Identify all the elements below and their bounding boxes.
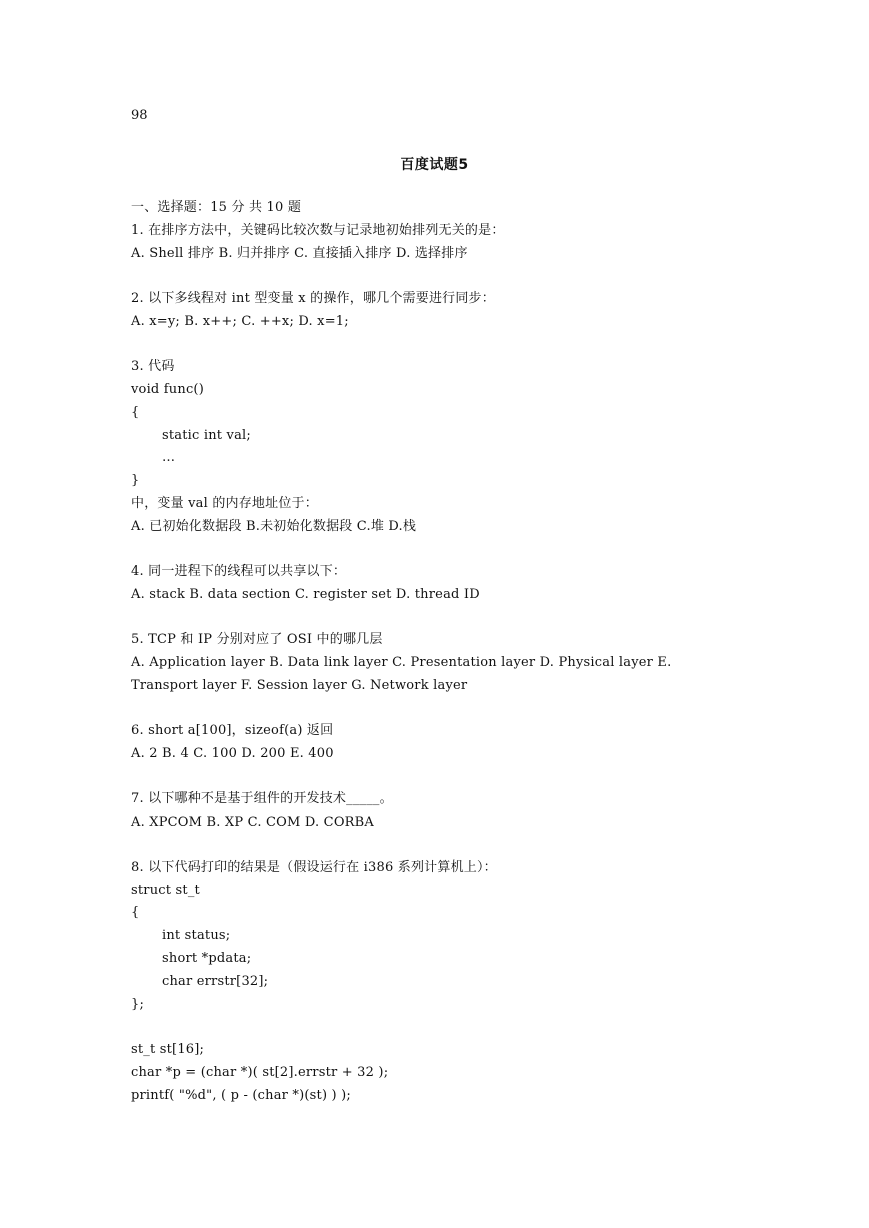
question-3-code-line: } (131, 473, 140, 488)
question-7-stem: 7. 以下哪种不是基于组件的开发技术_____。 (131, 791, 393, 806)
question-1-stem: 1. 在排序方法中，关键码比较次数与记录地初始排列无关的是： (131, 223, 505, 238)
question-8-code-line: printf( "%d", ( p - (char *)(st) ) ); (131, 1088, 352, 1103)
section-header: 一、选择题：15 分 共 10 题 (131, 200, 302, 215)
question-3-code-line: static int val; (162, 428, 251, 443)
question-8-code-line: st_t st[16]; (131, 1042, 205, 1057)
question-8-code-line: struct st_t (131, 883, 200, 898)
question-3-code-line: { (131, 405, 140, 420)
question-6-stem: 6. short a[100]，sizeof(a) 返回 (131, 723, 334, 738)
question-6-options: A. 2 B. 4 C. 100 D. 200 E. 400 (131, 746, 334, 761)
question-2-options: A. x=y; B. x++; C. ++x; D. x=1; (131, 314, 349, 329)
question-7-options: A. XPCOM B. XP C. COM D. CORBA (131, 815, 375, 830)
question-3-options: A. 已初始化数据段 B.未初始化数据段 C.堆 D.栈 (131, 519, 417, 534)
question-8-code-line: char *p = (char *)( st[2].errstr + 32 ); (131, 1065, 389, 1080)
question-4-options: A. stack B. data section C. register set D. thread ID (131, 587, 480, 602)
question-3-stem-continued: 中，变量 val 的内存地址位于： (131, 496, 318, 511)
question-5-stem: 5. TCP 和 IP 分别对应了 OSI 中的哪几层 (131, 632, 383, 647)
question-3-code-line: void func() (131, 382, 204, 397)
question-8-stem: 8. 以下代码打印的结果是（假设运行在 i386 系列计算机上）： (131, 860, 497, 875)
question-8-code-line: { (131, 905, 140, 920)
question-3-code-line: … (162, 450, 176, 465)
question-8-code-line: int status; (162, 928, 231, 943)
page-title: 百度试题5 (400, 157, 469, 173)
page-number: 98 (131, 108, 148, 123)
question-8-code-line: char errstr[32]; (162, 974, 269, 989)
question-1-options: A. Shell 排序 B. 归并排序 C. 直接插入排序 D. 选择排序 (131, 246, 468, 261)
question-5-options-continued: Transport layer F. Session layer G. Network layer (131, 678, 468, 693)
question-8-code-line: short *pdata; (162, 951, 252, 966)
question-4-stem: 4. 同一进程下的线程可以共享以下： (131, 564, 347, 579)
question-3-stem: 3. 代码 (131, 359, 175, 374)
question-5-options: A. Application layer B. Data link layer C. Presentation layer D. Physical layer E. (131, 655, 672, 670)
question-8-code-line: }; (131, 997, 145, 1012)
question-2-stem: 2. 以下多线程对 int 型变量 x 的操作，哪几个需要进行同步： (131, 291, 495, 306)
